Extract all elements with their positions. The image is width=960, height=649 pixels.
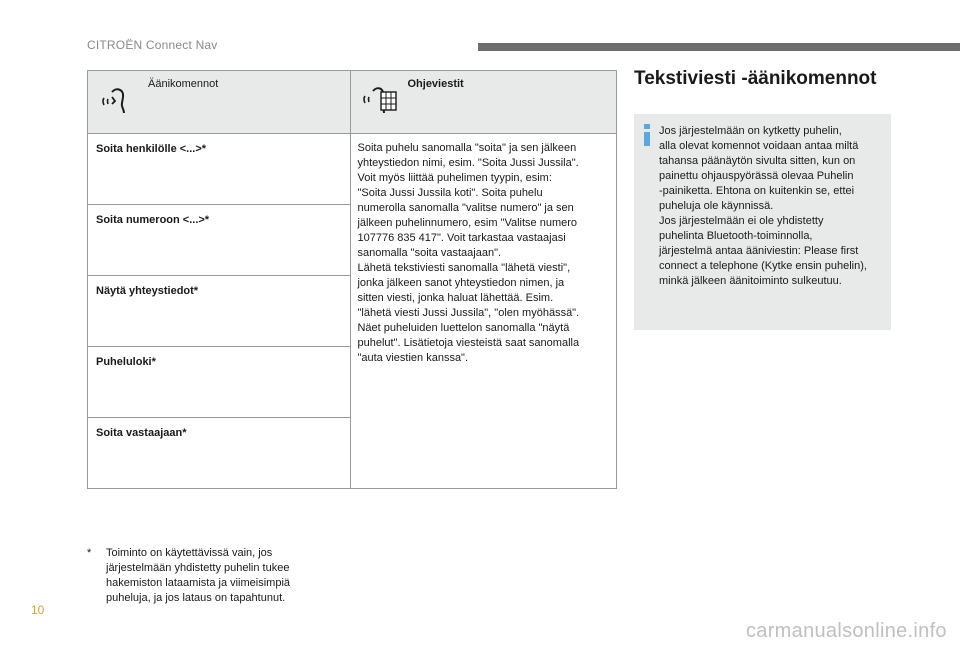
help-messages-header <box>351 71 617 134</box>
voice-help-icon <box>363 83 397 117</box>
table-header-row <box>88 71 617 134</box>
footnote <box>87 546 347 606</box>
command-description: Soita puhelu sanomalla "soita" ja sen jälkeen yhteystiedon nimi, esim. "Soita Jussi Jussila". Voit myös liittää puhelimen tyypin, esim: "Soita Jussi Jussila koti". Soita puhelu numerolla sanomalla "valitse numero" ja sen jälkeen puhelinnumero, esim "Valitse numero 107776 835 417". Voit tarkastaa vastaajasi sanomalla "soita vastaajaan". Lähetä tekstiviesti sanomalla "lähetä viesti", jonka jälkeen sanot yhteystiedon nimen, ja sitten viesti, jonka haluat lähettää. Esim. "lähetä viesti Jussi Jussila", "olen myöhässä". Näet puheluiden luettelon sanomalla "näytä puhelut". Lisätietoja viesteistä saat sanomalla "auta viestien kanssa". <box>357 142 580 364</box>
command-cell-call-number: Soita numeroon <...>* <box>88 205 351 276</box>
watermark: carmanualsonline.info <box>746 620 947 642</box>
header-bar <box>478 43 960 51</box>
info-icon <box>644 124 650 146</box>
section-title: Tekstiviesti -äänikomennot <box>634 68 877 89</box>
footnote-text: Toiminto on käytettävissä vain, jos järjestelmään yhdistetty puhelin tukee hakemiston lataamista ja viimeisimpiä puheluja, ja jos lataus on tapahtunut. <box>106 547 291 604</box>
command-cell-call-voicemail: Soita vastaajaan* <box>88 418 351 489</box>
voice-command-table <box>87 70 617 489</box>
footnote-marker: * <box>87 547 92 559</box>
voice-command-icon <box>100 83 134 117</box>
page-number: 10 <box>31 603 45 617</box>
voice-commands-label: Äänikomennot <box>148 78 219 90</box>
help-messages-label: Ohjeviestit <box>407 78 464 90</box>
header-title: CITROËN Connect Nav <box>87 38 218 52</box>
description-cell <box>351 134 617 489</box>
voice-commands-header <box>88 71 351 134</box>
info-box <box>634 114 891 330</box>
command-cell-call-contact: Soita henkilölle <...>* <box>88 134 351 205</box>
command-cell-show-contacts: Näytä yhteystiedot* <box>88 276 351 347</box>
table-row <box>88 134 617 205</box>
info-text: Jos järjestelmään on kytketty puhelin, alla olevat komennot voidaan antaa miltä tahansa päänäytön sivulta sitten, kun on painettu ohjauspyörässä olevaa Puhelin -painiketta. Ehtona on kuitenkin se, ettei puheluja ole käynnissä. Jos järjestelmään ei ole yhdistetty puhelinta Bluetooth-toiminnolla, järjestelmä antaa ääniviestin: Please first connect a telephone (Kytke ensin puhelin), minkä jälkeen äänitoiminto sulkeutuu. <box>659 125 867 287</box>
command-cell-call-log: Puheluloki* <box>88 347 351 418</box>
